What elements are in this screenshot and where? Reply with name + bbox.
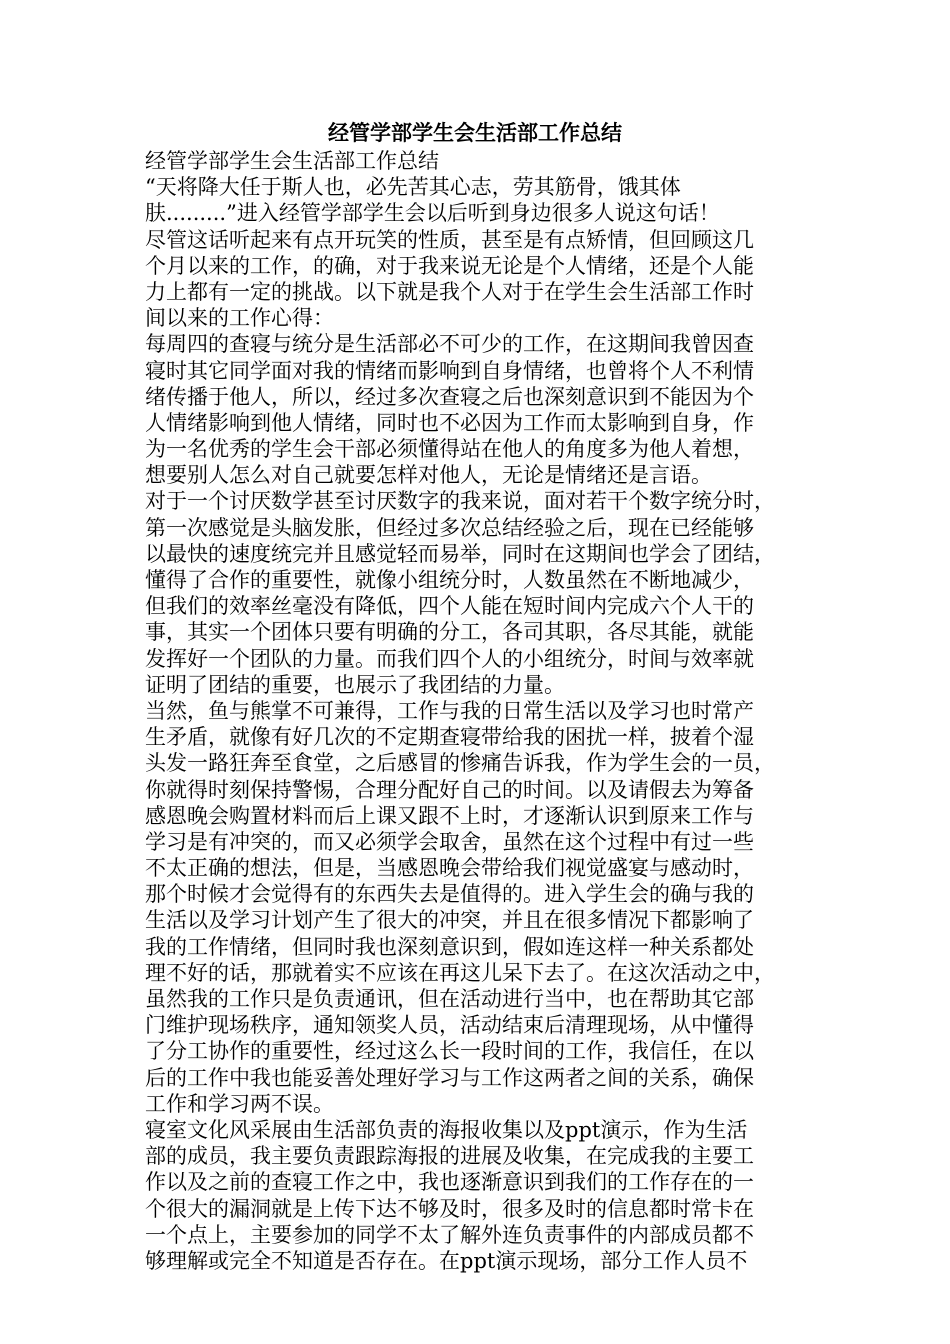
body-text-line: 发挥好一个团队的力量。而我们四个人的小组统分，时间与效率就 bbox=[145, 646, 754, 671]
body-text-line: 懂得了合作的重要性，就像小组统分时，人数虽然在不断地减少， bbox=[145, 568, 754, 592]
body-text-line: 不太正确的想法，但是，当感恩晚会带给我们视觉盛宴与感动时， bbox=[145, 856, 754, 881]
body-text-line: 绪传播于他人，所以，经过多次查寝之后也深刻意识到不能因为个 bbox=[145, 384, 754, 409]
body-text-line: 寝时其它同学面对我的情绪而影响到自身情绪，也曾将个人不利情 bbox=[145, 358, 754, 383]
body-text-line: 第一次感觉是头脑发胀，但经过多次总结经验之后，现在已经能够 bbox=[145, 515, 754, 540]
body-text-line: 一个点上，主要参加的同学不太了解外连负责事件的内部成员都不 bbox=[145, 1222, 754, 1247]
body-text-line: 寝室文化风采展由生活部负责的海报收集以及ppt演示，作为生活 bbox=[145, 1117, 748, 1142]
body-text-line: 尽管这话听起来有点开玩笑的性质，甚至是有点矫情，但回顾这几 bbox=[145, 227, 754, 252]
body-text-line: 但我们的效率丝毫没有降低，四个人能在短时间内完成六个人干的 bbox=[145, 594, 754, 619]
body-text-line: 你就得时刻保持警惕，合理分配好自己的时间。以及请假去为筹备 bbox=[145, 777, 754, 802]
body-text-line: 学习是有冲突的，而又必须学会取舍，虽然在这个过程中有过一些 bbox=[145, 829, 754, 854]
document-body bbox=[145, 148, 805, 1274]
body-text-line: 为一名优秀的学生会干部必须懂得站在他人的角度多为他人着想， bbox=[145, 437, 754, 462]
body-text-line: 我的工作情绪，但同时我也深刻意识到，假如连这样一种关系都处 bbox=[145, 934, 754, 959]
body-text-line: 够理解或完全不知道是否存在。在ppt演示现场，部分工作人员不 bbox=[145, 1248, 748, 1273]
body-text-line: 证明了团结的重要，也展示了我团结的力量。 bbox=[145, 672, 565, 697]
body-text-line: 理不好的话，那就着实不应该在再这儿呆下去了。在这次活动之中， bbox=[145, 960, 775, 985]
body-text-line: 门维护现场秩序，通知领奖人员，活动结束后清理现场，从中懂得 bbox=[145, 1013, 754, 1038]
body-text-line: 对于一个讨厌数学甚至讨厌数字的我来说，面对若干个数字统分时， bbox=[145, 489, 775, 514]
body-text-line: 每周四的查寝与统分是生活部必不可少的工作，在这期间我曾因查 bbox=[145, 332, 754, 357]
body-text-line: 事，其实一个团体只要有明确的分工，各司其职，各尽其能，就能 bbox=[145, 620, 754, 645]
body-text-line: “天将降大任于斯人也，必先苦其心志，劳其筋骨，饿其体 bbox=[145, 175, 681, 200]
body-text-line: 虽然我的工作只是负责通讯，但在活动进行当中，也在帮助其它部 bbox=[145, 987, 754, 1011]
body-text-line: 间以来的工作心得： bbox=[145, 306, 334, 331]
body-text-line: 当然，鱼与熊掌不可兼得，工作与我的日常生活以及学习也时常产 bbox=[145, 698, 754, 723]
body-text-line: 生活以及学习计划产生了很大的冲突，并且在很多情况下都影响了 bbox=[145, 908, 754, 933]
body-text-line: 感恩晚会购置材料而后上课又跟不上时，才逐渐认识到原来工作与 bbox=[145, 803, 754, 828]
body-text-line: 那个时候才会觉得有的东西失去是值得的。进入学生会的确与我的 bbox=[145, 882, 754, 907]
body-text-line: 部的成员，我主要负责跟踪海报的进展及收集，在完成我的主要工 bbox=[145, 1144, 754, 1169]
body-text-line: 个月以来的工作，的确，对于我来说无论是个人情绪，还是个人能 bbox=[145, 253, 754, 278]
body-text-line: 作以及之前的查寝工作之中，我也逐渐意识到我们的工作存在的一 bbox=[145, 1170, 754, 1195]
body-text-line: 生矛盾，就像有好几次的不定期查寝带给我的困扰一样，披着个湿 bbox=[145, 725, 754, 750]
body-text-line: 人情绪影响到他人情绪，同时也不必因为工作而太影响到自身，作 bbox=[145, 410, 754, 435]
body-text-line: 工作和学习两不误。 bbox=[145, 1091, 334, 1116]
body-text-line: 以最快的速度统完并且感觉轻而易举，同时在这期间也学会了团结， bbox=[145, 541, 775, 566]
body-text-line: 肤.........”进入经管学部学生会以后听到身边很多人说这句话！ bbox=[145, 201, 720, 226]
body-text-line: 想要别人怎么对自己就要怎样对他人，无论是情绪还是言语。 bbox=[145, 463, 712, 488]
body-text-line: 个很大的漏洞就是上传下达不够及时，很多及时的信息都时常卡在 bbox=[145, 1196, 754, 1221]
body-text-line: 后的工作中我也能妥善处理好学习与工作这两者之间的关系，确保 bbox=[145, 1065, 754, 1090]
document-title: 经管学部学生会生活部工作总结 bbox=[328, 121, 622, 145]
body-text-line: 头发一路狂奔至食堂，之后感冒的惨痛告诉我，作为学生会的一员， bbox=[145, 751, 775, 776]
body-text-line: 了分工协作的重要性，经过这么长一段时间的工作，我信任，在以 bbox=[145, 1039, 754, 1064]
body-text-line: 经管学部学生会生活部工作总结 bbox=[145, 149, 439, 173]
body-text-line: 力上都有一定的挑战。以下就是我个人对于在学生会生活部工作时 bbox=[145, 279, 754, 304]
